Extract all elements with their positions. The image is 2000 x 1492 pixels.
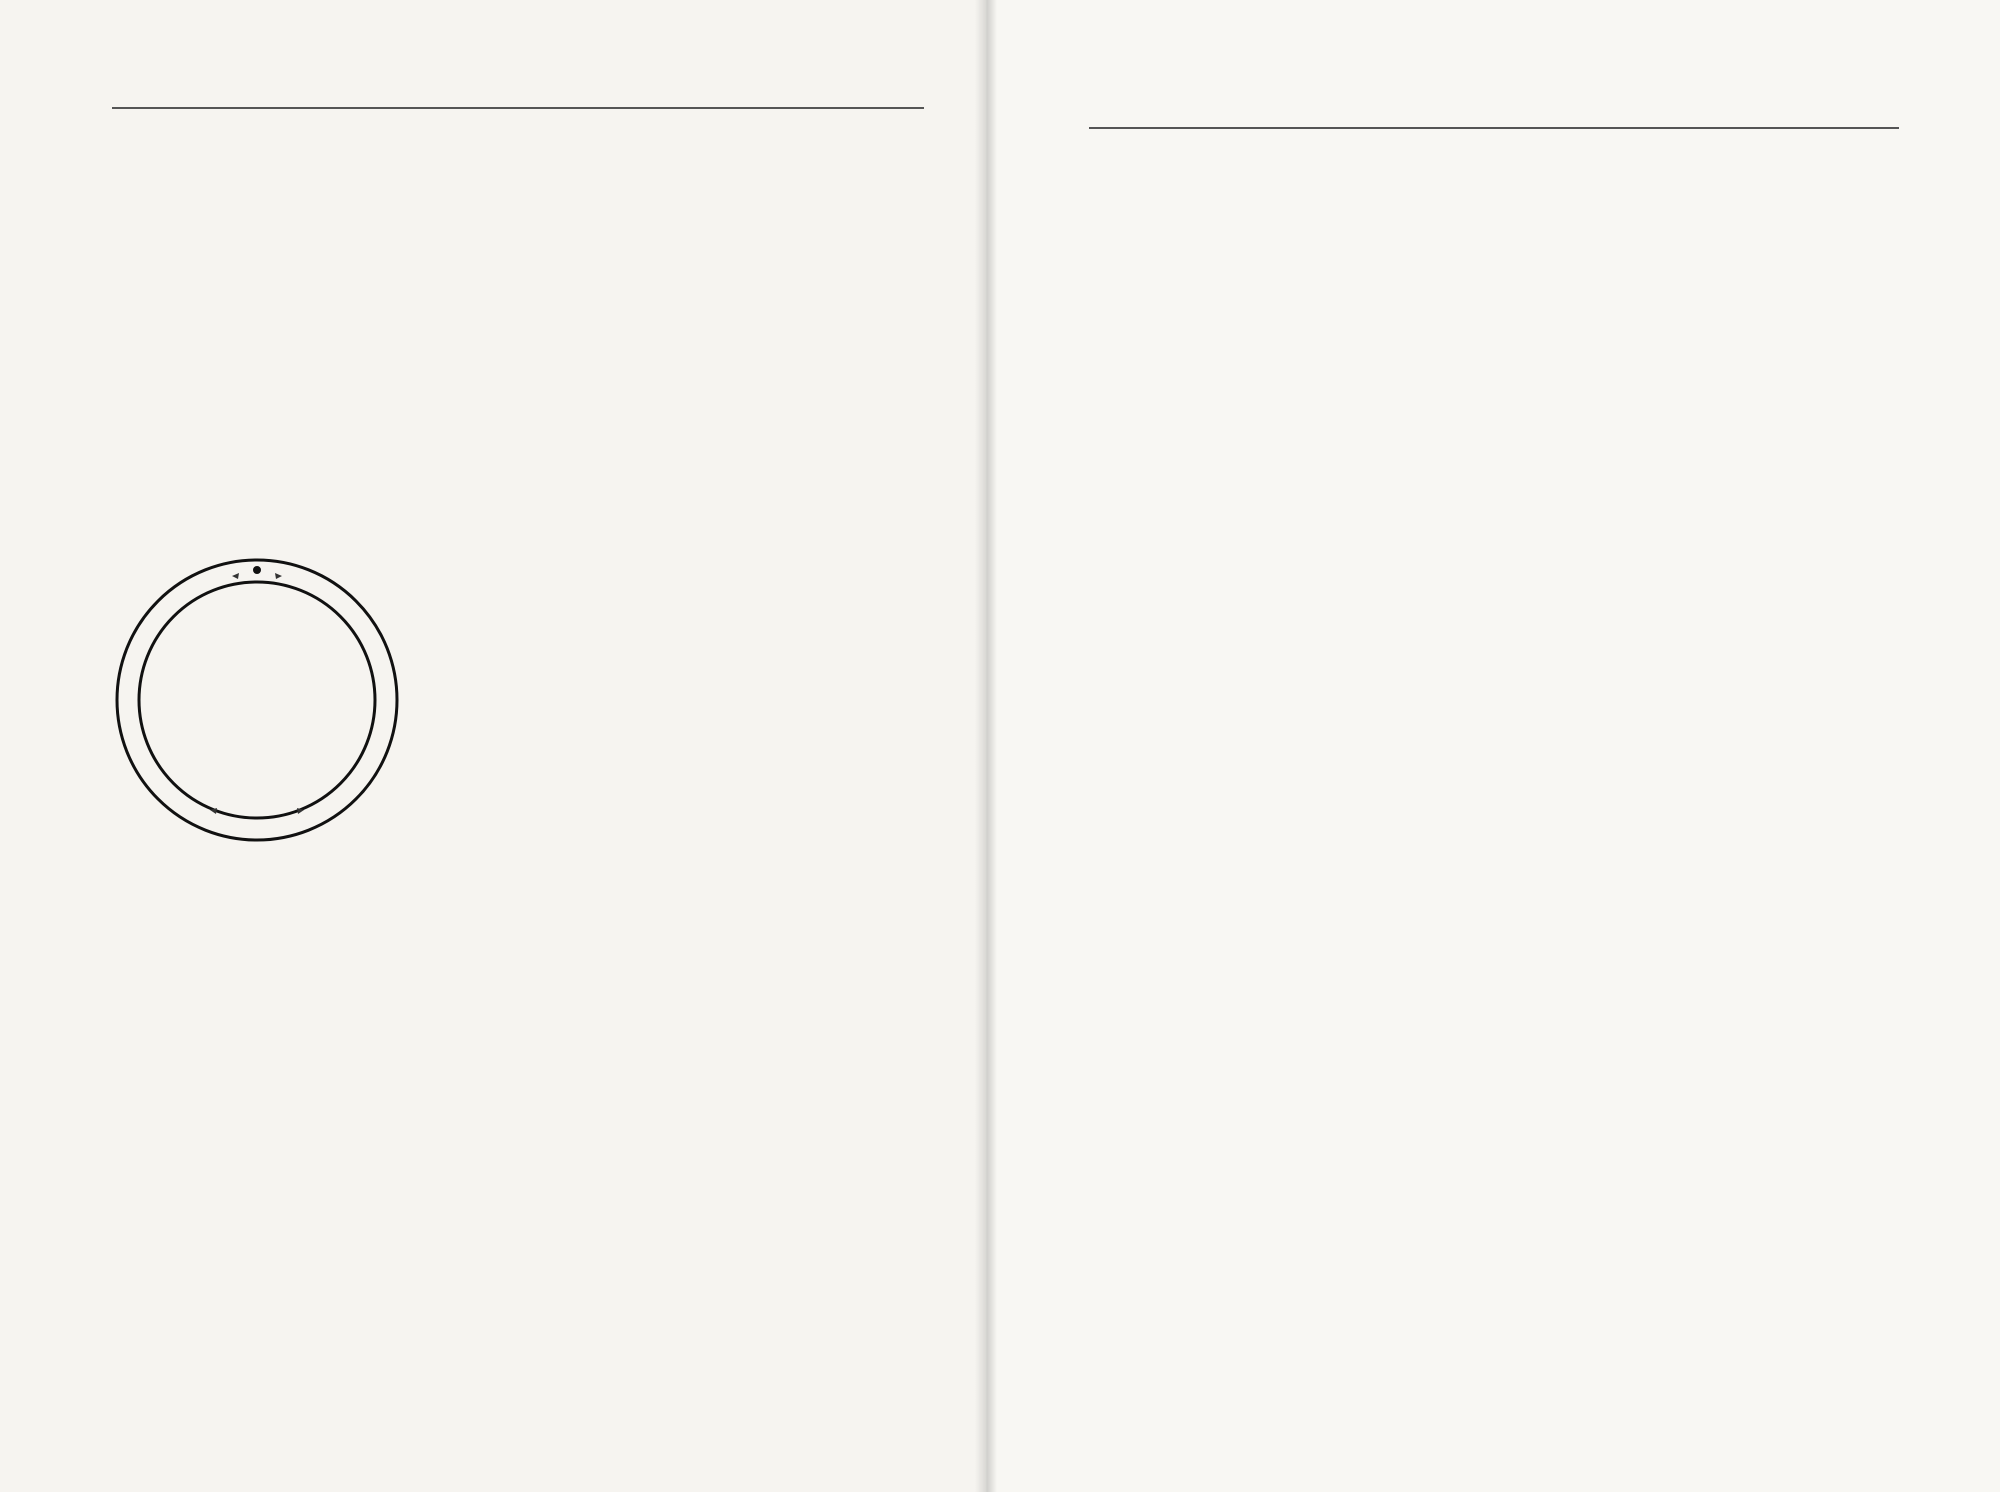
trajectory-start-point: [253, 566, 261, 574]
figure-11-6-diagram: [112, 555, 402, 845]
header-rule-right: [1089, 127, 1899, 129]
arrow-mark-1: [275, 573, 282, 579]
outer-cylinder-circle: [117, 560, 397, 840]
right-page: [985, 0, 2000, 1492]
header-rule-left: [112, 107, 924, 109]
inner-cylinder-circle: [139, 582, 375, 818]
book-spine-shadow: [975, 0, 997, 1492]
figure-11-7-chart: [1515, 140, 1955, 570]
arrow-mark-2: [232, 573, 239, 579]
left-page: [0, 0, 985, 1492]
